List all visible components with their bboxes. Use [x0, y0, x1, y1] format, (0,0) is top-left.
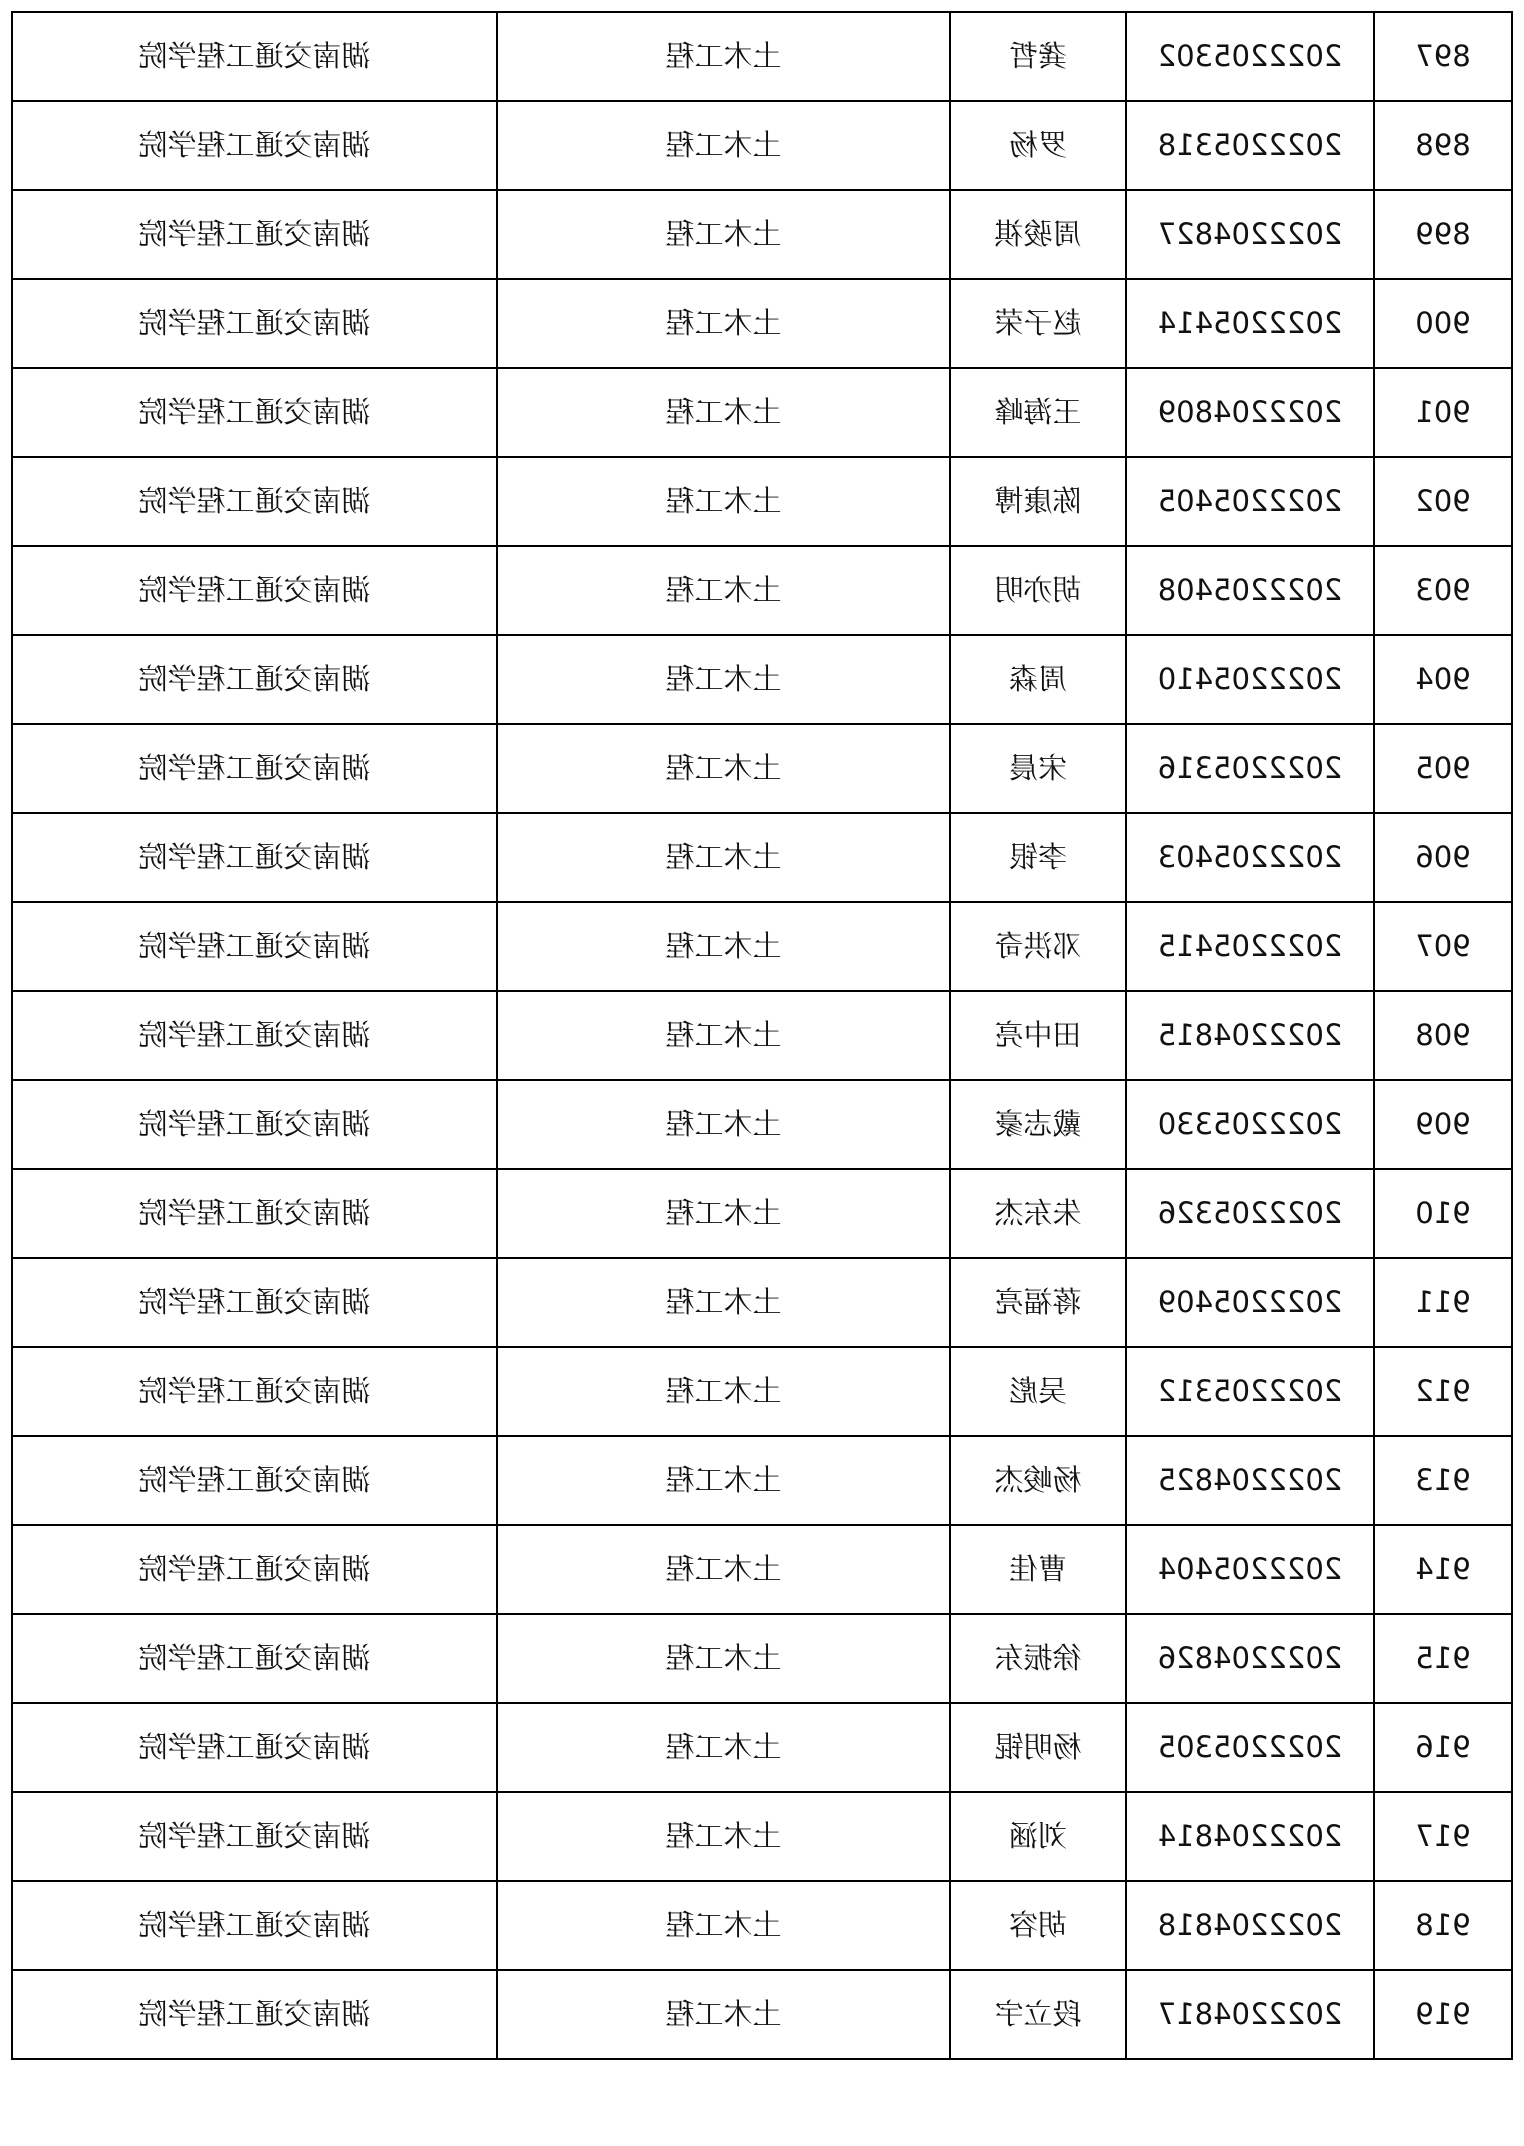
- student-id-cell: 2022205410: [1126, 635, 1374, 724]
- major-cell: 土木工程: [497, 546, 950, 635]
- table-row: [12, 813, 1512, 902]
- major-cell: 土木工程: [497, 190, 950, 279]
- school-cell: 湖南交通工程学院: [12, 546, 497, 635]
- major-cell: 土木工程: [497, 1881, 950, 1970]
- student-id-cell: 2022205312: [1126, 1347, 1374, 1436]
- major-cell: 土木工程: [497, 1436, 950, 1525]
- table-row: [12, 1614, 1512, 1703]
- seq-cell: 913: [1374, 1436, 1512, 1525]
- major-cell: 土木工程: [497, 1347, 950, 1436]
- student-id-cell: 2022204826: [1126, 1614, 1374, 1703]
- table-row: [12, 1881, 1512, 1970]
- seq-cell: 905: [1374, 724, 1512, 813]
- student-id-cell: 2022204814: [1126, 1792, 1374, 1881]
- major-cell: 土木工程: [497, 1258, 950, 1347]
- table-row: [12, 1970, 1512, 2059]
- school-cell: 湖南交通工程学院: [12, 190, 497, 279]
- table-row: [12, 724, 1512, 813]
- name-cell: 田中亮: [950, 991, 1126, 1080]
- name-cell: 戴志豪: [950, 1080, 1126, 1169]
- name-cell: 朱东杰: [950, 1169, 1126, 1258]
- roster-body: [12, 12, 1512, 2059]
- student-id-cell: 2022205405: [1126, 457, 1374, 546]
- school-cell: 湖南交通工程学院: [12, 1525, 497, 1614]
- seq-cell: 916: [1374, 1703, 1512, 1792]
- table-row: [12, 1347, 1512, 1436]
- school-cell: 湖南交通工程学院: [12, 1970, 497, 2059]
- school-cell: 湖南交通工程学院: [12, 279, 497, 368]
- school-cell: 湖南交通工程学院: [12, 1703, 497, 1792]
- student-id-cell: 2022205415: [1126, 902, 1374, 991]
- student-id-cell: 2022205305: [1126, 1703, 1374, 1792]
- major-cell: 土木工程: [497, 991, 950, 1080]
- name-cell: 段立宇: [950, 1970, 1126, 2059]
- name-cell: 杨峻杰: [950, 1436, 1126, 1525]
- table-row: [12, 991, 1512, 1080]
- table-row: [12, 1258, 1512, 1347]
- table-row: [12, 101, 1512, 190]
- student-id-cell: 2022204817: [1126, 1970, 1374, 2059]
- school-cell: 湖南交通工程学院: [12, 101, 497, 190]
- major-cell: 土木工程: [497, 12, 950, 101]
- school-cell: 湖南交通工程学院: [12, 1169, 497, 1258]
- table-row: [12, 1703, 1512, 1792]
- student-roster-table: [11, 11, 1513, 2060]
- major-cell: 土木工程: [497, 1525, 950, 1614]
- seq-cell: 918: [1374, 1881, 1512, 1970]
- table-row: [12, 457, 1512, 546]
- major-cell: 土木工程: [497, 1614, 950, 1703]
- table-row: [12, 279, 1512, 368]
- school-cell: 湖南交通工程学院: [12, 813, 497, 902]
- major-cell: 土木工程: [497, 1169, 950, 1258]
- table-row: [12, 1169, 1512, 1258]
- school-cell: 湖南交通工程学院: [12, 1614, 497, 1703]
- name-cell: 蒋福亮: [950, 1258, 1126, 1347]
- seq-cell: 914: [1374, 1525, 1512, 1614]
- seq-cell: 897: [1374, 12, 1512, 101]
- major-cell: 土木工程: [497, 1792, 950, 1881]
- seq-cell: 907: [1374, 902, 1512, 991]
- seq-cell: 904: [1374, 635, 1512, 724]
- student-id-cell: 2022205318: [1126, 101, 1374, 190]
- student-id-cell: 2022204827: [1126, 190, 1374, 279]
- table-row: [12, 635, 1512, 724]
- seq-cell: 912: [1374, 1347, 1512, 1436]
- seq-cell: 911: [1374, 1258, 1512, 1347]
- major-cell: 土木工程: [497, 368, 950, 457]
- name-cell: 刘涵: [950, 1792, 1126, 1881]
- table-row: [12, 902, 1512, 991]
- seq-cell: 906: [1374, 813, 1512, 902]
- student-id-cell: 2022204825: [1126, 1436, 1374, 1525]
- name-cell: 赵子荣: [950, 279, 1126, 368]
- major-cell: 土木工程: [497, 635, 950, 724]
- seq-cell: 900: [1374, 279, 1512, 368]
- seq-cell: 899: [1374, 190, 1512, 279]
- name-cell: 曹佳: [950, 1525, 1126, 1614]
- name-cell: 周骏祺: [950, 190, 1126, 279]
- student-id-cell: 2022205403: [1126, 813, 1374, 902]
- school-cell: 湖南交通工程学院: [12, 1258, 497, 1347]
- school-cell: 湖南交通工程学院: [12, 724, 497, 813]
- name-cell: 陈康博: [950, 457, 1126, 546]
- table-row: [12, 12, 1512, 101]
- name-cell: 宋晨: [950, 724, 1126, 813]
- major-cell: 土木工程: [497, 724, 950, 813]
- table-row: [12, 1525, 1512, 1614]
- student-id-cell: 2022205409: [1126, 1258, 1374, 1347]
- seq-cell: 910: [1374, 1169, 1512, 1258]
- name-cell: 胡容: [950, 1881, 1126, 1970]
- school-cell: 湖南交通工程学院: [12, 1436, 497, 1525]
- seq-cell: 901: [1374, 368, 1512, 457]
- seq-cell: 909: [1374, 1080, 1512, 1169]
- school-cell: 湖南交通工程学院: [12, 1347, 497, 1436]
- seq-cell: 915: [1374, 1614, 1512, 1703]
- student-id-cell: 2022205326: [1126, 1169, 1374, 1258]
- school-cell: 湖南交通工程学院: [12, 1792, 497, 1881]
- name-cell: 邓洪奇: [950, 902, 1126, 991]
- table-row: [12, 1080, 1512, 1169]
- school-cell: 湖南交通工程学院: [12, 457, 497, 546]
- major-cell: 土木工程: [497, 813, 950, 902]
- table-row: [12, 1436, 1512, 1525]
- student-id-cell: 2022205404: [1126, 1525, 1374, 1614]
- major-cell: 土木工程: [497, 902, 950, 991]
- student-id-cell: 2022204809: [1126, 368, 1374, 457]
- student-id-cell: 2022205330: [1126, 1080, 1374, 1169]
- student-id-cell: 2022204818: [1126, 1881, 1374, 1970]
- name-cell: 杨明锟: [950, 1703, 1126, 1792]
- student-id-cell: 2022205302: [1126, 12, 1374, 101]
- school-cell: 湖南交通工程学院: [12, 991, 497, 1080]
- table-row: [12, 546, 1512, 635]
- table-row: [12, 1792, 1512, 1881]
- major-cell: 土木工程: [497, 101, 950, 190]
- student-id-cell: 2022205408: [1126, 546, 1374, 635]
- seq-cell: 903: [1374, 546, 1512, 635]
- school-cell: 湖南交通工程学院: [12, 368, 497, 457]
- school-cell: 湖南交通工程学院: [12, 635, 497, 724]
- major-cell: 土木工程: [497, 1080, 950, 1169]
- school-cell: 湖南交通工程学院: [12, 1881, 497, 1970]
- school-cell: 湖南交通工程学院: [12, 902, 497, 991]
- seq-cell: 898: [1374, 101, 1512, 190]
- student-id-cell: 2022205414: [1126, 279, 1374, 368]
- school-cell: 湖南交通工程学院: [12, 12, 497, 101]
- table-row: [12, 190, 1512, 279]
- major-cell: 土木工程: [497, 279, 950, 368]
- name-cell: 龚哲: [950, 12, 1126, 101]
- seq-cell: 902: [1374, 457, 1512, 546]
- student-id-cell: 2022204815: [1126, 991, 1374, 1080]
- student-id-cell: 2022205316: [1126, 724, 1374, 813]
- seq-cell: 917: [1374, 1792, 1512, 1881]
- name-cell: 罗杨: [950, 101, 1126, 190]
- major-cell: 土木工程: [497, 1970, 950, 2059]
- name-cell: 胡亦明: [950, 546, 1126, 635]
- name-cell: 周森: [950, 635, 1126, 724]
- name-cell: 王海峰: [950, 368, 1126, 457]
- table-row: [12, 368, 1512, 457]
- major-cell: 土木工程: [497, 1703, 950, 1792]
- seq-cell: 919: [1374, 1970, 1512, 2059]
- name-cell: 吴彪: [950, 1347, 1126, 1436]
- name-cell: 李银: [950, 813, 1126, 902]
- major-cell: 土木工程: [497, 457, 950, 546]
- name-cell: 徐振东: [950, 1614, 1126, 1703]
- seq-cell: 908: [1374, 991, 1512, 1080]
- school-cell: 湖南交通工程学院: [12, 1080, 497, 1169]
